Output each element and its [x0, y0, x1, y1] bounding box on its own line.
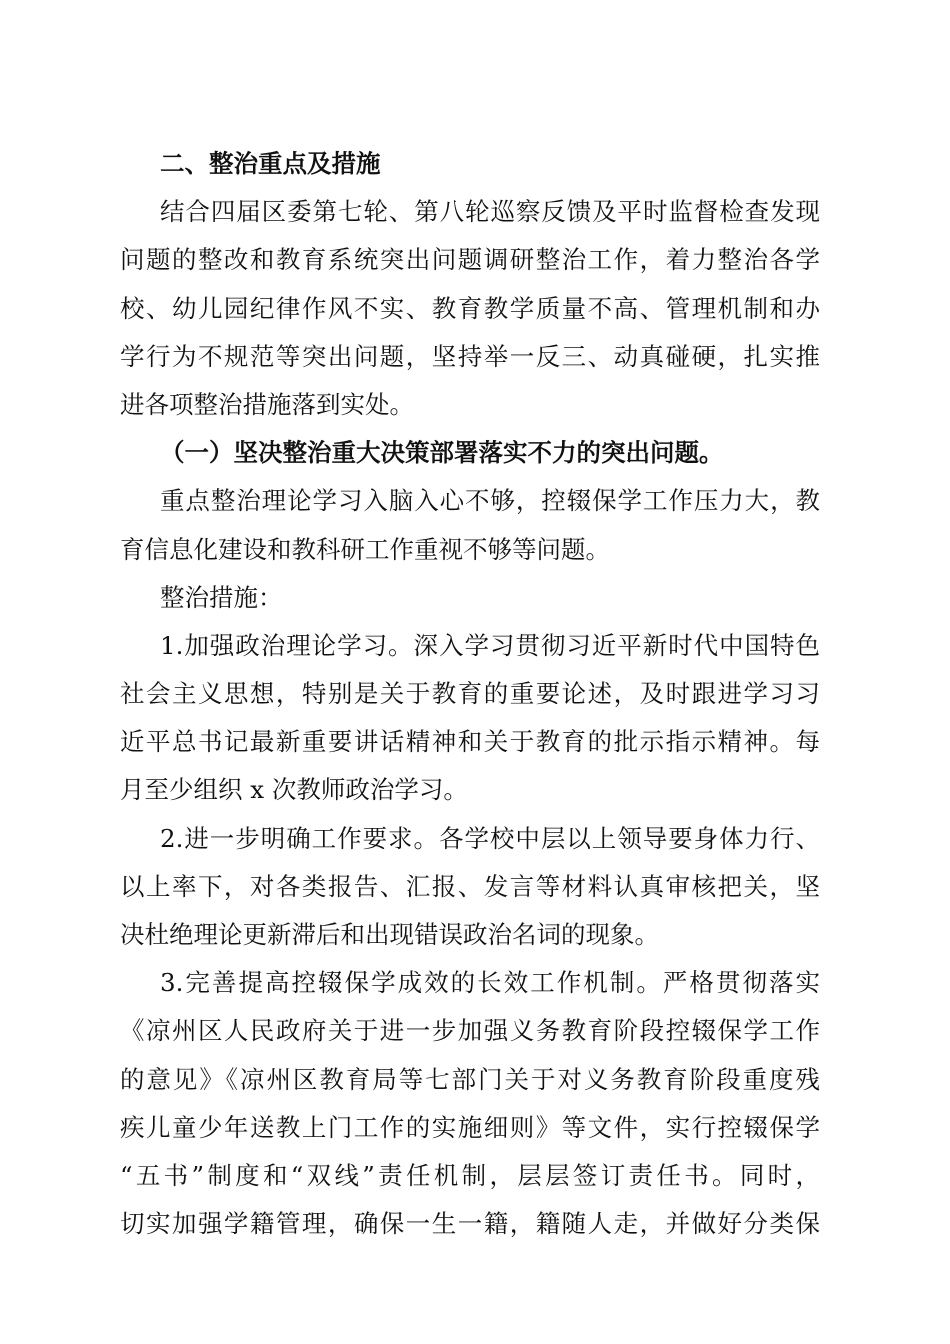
- measures-label: 整治措施：: [160, 582, 283, 612]
- document-body: [120, 140, 830, 1248]
- intro-line: 进各项整治措施落到实处。: [120, 389, 414, 419]
- measure-line: 月至少组织 x 次教师政治学习。: [120, 775, 468, 805]
- focus-paragraph: [120, 477, 830, 573]
- measure-line: 以上率下，对各类报告、汇报、发言等材料认真审核把关，坚: [120, 871, 820, 901]
- measure-line: 切实加强学籍管理，确保一生一籍，籍随人走，并做好分类保: [120, 1209, 820, 1239]
- focus-line: 育信息化建设和教科研工作重视不够等问题。: [120, 534, 610, 564]
- intro-paragraph: [120, 188, 830, 429]
- measure-line: 3.完善提高控辍保学成效的长效工作机制。严格贯彻落实: [160, 968, 820, 998]
- intro-line: 问题的整改和教育系统突出问题调研整治工作，着力整治各学: [120, 245, 820, 275]
- measure-line: 1.加强政治理论学习。深入学习贯彻习近平新时代中国特色: [160, 630, 820, 660]
- measure-line: 决杜绝理论更新滞后和出现错误政治名词的现象。: [120, 920, 659, 949]
- section-heading: 二、整治重点及措施: [160, 149, 381, 178]
- intro-line: 学行为不规范等突出问题，坚持举一反三、动真碰硬，扎实推: [120, 341, 820, 371]
- subsection-heading: （一）坚决整治重大决策部署落实不力的突出问题。: [160, 438, 724, 468]
- focus-line: 重点整治理论学习入脑入心不够，控辍保学工作压力大，教: [160, 486, 820, 516]
- measure-item-3: [120, 959, 830, 1248]
- intro-line: 结合四届区委第七轮、第八轮巡察反馈及平时监督检查发现: [160, 197, 820, 227]
- measure-line: 近平总书记最新重要讲话精神和关于教育的批示指示精神。每: [120, 727, 820, 757]
- measure-line: 疾儿童少年送教上门工作的实施细则》等文件，实行控辍保学: [120, 1112, 820, 1142]
- measure-line: 的意见》《凉州区教育局等七部门关于对义务教育阶段重度残: [120, 1064, 820, 1094]
- intro-line: 校、幼儿园纪律作风不实、教育教学质量不高、管理机制和办: [120, 293, 820, 323]
- measure-item-1: [120, 622, 830, 815]
- measure-item-2: [120, 815, 830, 960]
- measure-line: 2.进一步明确工作要求。各学校中层以上领导要身体力行、: [160, 823, 820, 853]
- measure-line: 社会主义思想，特别是关于教育的重要论述，及时跟进学习习: [120, 679, 820, 709]
- measure-line: 《凉州区人民政府关于进一步加强义务教育阶段控辍保学工作: [120, 1016, 820, 1046]
- measure-line: “五书”制度和“双线”责任机制，层层签订责任书。同时，: [120, 1160, 820, 1190]
